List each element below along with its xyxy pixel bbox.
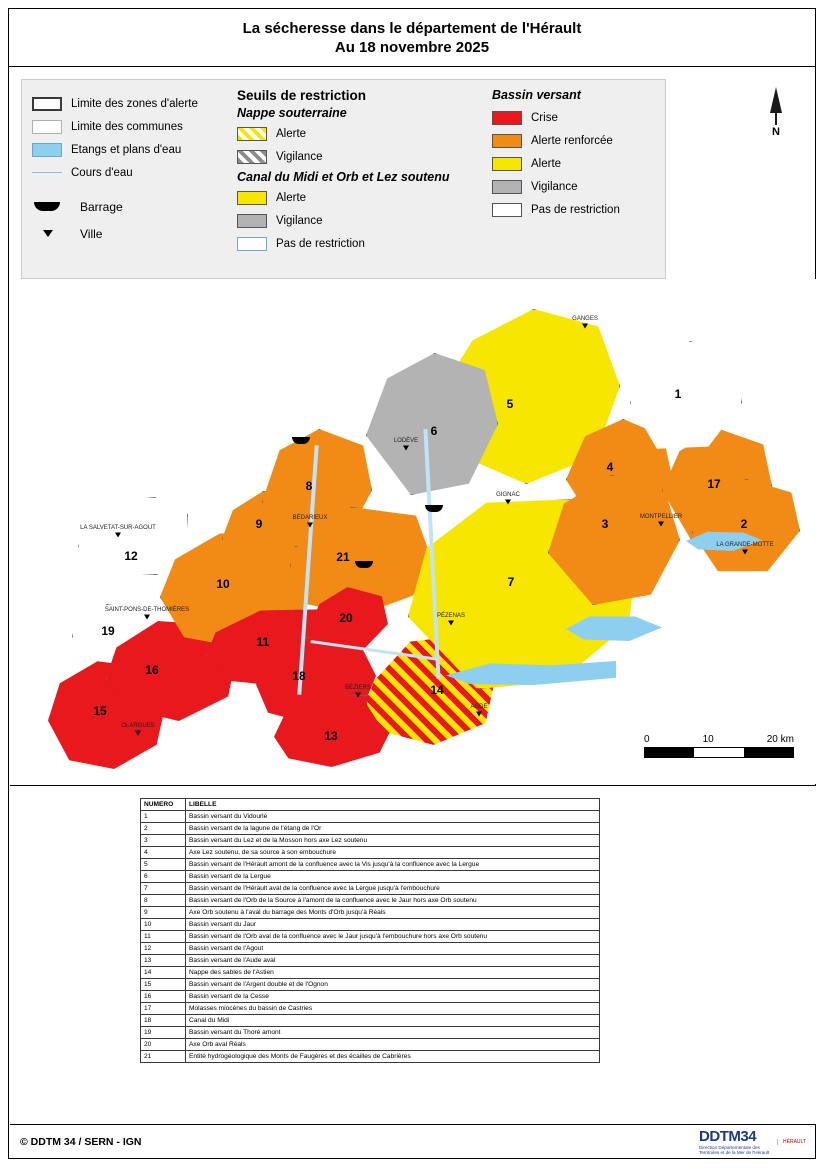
table-cell-libelle: Nappe des sables de l'Astien	[186, 967, 600, 979]
table-row	[141, 907, 600, 919]
city-label-agde: AGDE	[470, 704, 488, 710]
table-cell-libelle: Bassin versant de l'Hérault amont de la confluence avec la Vis jusqu'à la confluence avec la Lergue	[186, 859, 600, 871]
table-row	[141, 931, 600, 943]
table-row	[141, 967, 600, 979]
table-row	[141, 991, 600, 1003]
legend-subheading-canal: Canal du Midi et Orb et Lez soutenu	[237, 170, 450, 184]
legend-item-nappe-alerte	[237, 122, 462, 145]
table-cell-numero: 4	[141, 847, 186, 859]
table-row	[141, 883, 600, 895]
table-cell-libelle: Canal du Midi	[186, 1015, 600, 1027]
legend-column-seuils	[237, 88, 462, 255]
north-arrow-head	[770, 87, 782, 113]
table-row	[141, 895, 600, 907]
table-cell-numero: 7	[141, 883, 186, 895]
table-cell-libelle: Molasses miocènes du bassin de Castries	[186, 1003, 600, 1015]
ddtm-logo-block	[699, 1128, 771, 1155]
city-label-beziers: BÉZIERS	[345, 685, 371, 691]
table-cell-libelle: Bassin versant de l'Aude aval	[186, 955, 600, 967]
table-cell-numero: 2	[141, 823, 186, 835]
zone-label-8: 8	[305, 479, 313, 493]
scale-tick-0: 0	[644, 734, 650, 745]
scale-tick-20: 20 km	[766, 734, 794, 745]
north-arrow-stem	[775, 113, 777, 125]
table-header-numero: NUMERO	[141, 799, 186, 811]
ddtm-logo-text: DDTM34	[699, 1128, 757, 1145]
legend-label: Vigilance	[276, 214, 323, 227]
legend-label: Cours d'eau	[71, 166, 133, 179]
canal-none-swatch-icon	[237, 237, 267, 251]
table-cell-libelle: Axe Lez soutenu, de sa source à son embouchure	[186, 847, 600, 859]
legend-label: Barrage	[80, 200, 123, 214]
north-arrow-icon	[759, 87, 793, 147]
scale-segment-1	[645, 748, 694, 757]
table-row	[141, 847, 600, 859]
pas-restriction-swatch-icon	[492, 203, 522, 217]
scale-tick-10: 10	[702, 734, 714, 745]
table-row	[141, 955, 600, 967]
table-cell-libelle: Bassin versant de la Lergue	[186, 871, 600, 883]
legend-item-ville	[32, 222, 232, 246]
city-dot-pezenas	[448, 621, 454, 626]
table-cell-libelle: Bassin versant de la lagune de l'étang de l'Or	[186, 823, 600, 835]
city-dot-gignac	[505, 500, 511, 505]
legend-item-bassin-alerte	[492, 152, 672, 175]
legend-heading-bassin: Bassin versant	[492, 88, 581, 102]
title-line-1: La sécheresse dans le département de l'Hérault	[242, 19, 582, 37]
legend-label: Alerte renforcée	[531, 134, 613, 147]
legend-item-water-body	[32, 138, 232, 161]
city-dot-saint-pons	[144, 615, 150, 620]
legend-label: Ville	[80, 227, 103, 241]
city-dot-agde	[476, 712, 482, 717]
city-marker-icon	[32, 228, 62, 240]
legend-label: Vigilance	[531, 180, 578, 193]
table-row	[141, 871, 600, 883]
table-cell-libelle: Bassin versant de l'Orb aval de la confluence avec le Jaur jusqu'à l'embouchure hors axe Orb soutenu	[186, 931, 600, 943]
legend-label: Pas de restriction	[531, 203, 620, 216]
legend-item-bassin-crise	[492, 106, 672, 129]
table-cell-libelle: Entité hydrogéologique des Monts de Faugères et des écailles de Cabrières	[186, 1051, 600, 1063]
map-polygons	[10, 279, 816, 784]
legend-item-bassin-alerte-renforcee	[492, 129, 672, 152]
table-cell-numero: 19	[141, 1027, 186, 1039]
zone-label-9: 9	[255, 517, 263, 531]
table-header-libelle: LIBELLE	[186, 799, 600, 811]
table-cell-numero: 8	[141, 895, 186, 907]
table-cell-numero: 18	[141, 1015, 186, 1027]
commune-limit-swatch-icon	[32, 120, 62, 134]
city-label-ganges: GANGES	[572, 316, 598, 322]
legend-subheading-nappe: Nappe souterraine	[237, 106, 347, 120]
legend-item-canal-none	[237, 232, 462, 255]
table-row	[141, 979, 600, 991]
table-cell-libelle: Bassin versant du Lez et de la Mosson hors axe Lez soutenu	[186, 835, 600, 847]
legend-item-canal-vigilance	[237, 209, 462, 232]
scale-bar-segments	[644, 747, 794, 758]
zone-label-15: 15	[93, 704, 107, 718]
table-row	[141, 859, 600, 871]
city-label-pezenas: PÉZENAS	[436, 613, 466, 619]
legend-column-base	[32, 92, 232, 246]
legend-heading-seuils: Seuils de restriction	[237, 88, 367, 103]
table-cell-libelle: Bassin versant de l'Argent double et de l'Ognon	[186, 979, 600, 991]
legend-label: Limite des communes	[71, 120, 183, 133]
legend-item-barrage	[32, 192, 232, 222]
legend-label: Limite des zones d'alerte	[71, 97, 198, 110]
zone-label-6: 6	[430, 424, 438, 438]
alerte-renforcee-swatch-icon	[492, 134, 522, 148]
city-label-saint-pons: SAINT-PONS-DE-THOMIÈRES	[104, 607, 190, 613]
legend-column-bassin	[492, 88, 672, 221]
watercourse-line-icon	[32, 172, 62, 173]
zone-label-18: 18	[292, 669, 306, 683]
city-label-montpellier: MONTPELLIER	[639, 514, 683, 520]
zone-label-14: 14	[430, 683, 444, 697]
table-row	[141, 1039, 600, 1051]
table-cell-numero: 17	[141, 1003, 186, 1015]
zone-label-21: 21	[336, 550, 350, 564]
table-cell-numero: 5	[141, 859, 186, 871]
table-cell-numero: 14	[141, 967, 186, 979]
dam-marker-avene	[425, 505, 443, 512]
footer	[10, 1124, 816, 1158]
city-label-olargues: OLARGUES	[121, 723, 155, 729]
city-dot-beziers	[355, 693, 361, 698]
canal-alerte-swatch-icon	[237, 191, 267, 205]
table-row	[141, 1003, 600, 1015]
zone-limit-swatch-icon	[32, 97, 62, 111]
table-cell-libelle: Bassin versant de la Cesse	[186, 991, 600, 1003]
vigilance-swatch-icon	[492, 180, 522, 194]
zone-label-20: 20	[339, 611, 353, 625]
table-row	[141, 811, 600, 823]
table-cell-libelle: Axe Orb soutenu à l'aval du barrage des Monts d'Orb jusqu'à Réals	[186, 907, 600, 919]
city-dot-lodeve	[403, 446, 409, 451]
table-row	[141, 1027, 600, 1039]
table-cell-numero: 1	[141, 811, 186, 823]
table-cell-numero: 20	[141, 1039, 186, 1051]
table-cell-libelle: Bassin versant du Vidourle	[186, 811, 600, 823]
table-cell-libelle: Axe Orb aval Réals	[186, 1039, 600, 1051]
table-cell-numero: 3	[141, 835, 186, 847]
nappe-vigilance-swatch-icon	[237, 150, 267, 164]
scale-bar-ticks	[644, 734, 794, 745]
table-cell-numero: 16	[141, 991, 186, 1003]
canal-vigilance-swatch-icon	[237, 214, 267, 228]
city-dot-ganges	[582, 324, 588, 329]
city-label-lodeve: LODÈVE	[393, 438, 419, 444]
nappe-alerte-swatch-icon	[237, 127, 267, 141]
table-header-row	[141, 799, 600, 811]
footer-credit: © DDTM 34 / SERN - IGN	[20, 1135, 142, 1148]
north-label: N	[772, 126, 780, 138]
zone-label-2: 2	[740, 517, 748, 531]
city-dot-la-grande-motte	[742, 550, 748, 555]
herault-logo-block	[777, 1139, 806, 1145]
table-row	[141, 1051, 600, 1063]
legend-panel	[21, 79, 666, 279]
footer-logo	[699, 1128, 806, 1155]
zone-label-19: 19	[101, 624, 115, 638]
table-cell-numero: 12	[141, 943, 186, 955]
city-label-gignac: GIGNAC	[496, 492, 520, 498]
legend-label: Vigilance	[276, 150, 323, 163]
zone-label-1: 1	[674, 387, 682, 401]
page-title	[9, 9, 815, 67]
legend-label: Alerte	[276, 127, 307, 140]
table-row	[141, 943, 600, 955]
table-cell-libelle: Bassin versant du Jaur	[186, 919, 600, 931]
table-cell-libelle: Bassin versant du Thoré amont	[186, 1027, 600, 1039]
zone-label-12: 12	[124, 549, 138, 563]
zone-label-3: 3	[601, 517, 609, 531]
alerte-swatch-icon	[492, 157, 522, 171]
table-cell-numero: 13	[141, 955, 186, 967]
zone-lookup-table-panel	[10, 785, 816, 1125]
table-cell-numero: 6	[141, 871, 186, 883]
city-dot-la-salvetat	[115, 533, 121, 538]
zone-lookup-table	[140, 798, 600, 1063]
legend-item-bassin-vigilance	[492, 175, 672, 198]
table-cell-numero: 21	[141, 1051, 186, 1063]
city-label-la-grande-motte: LA GRANDE-MOTTE	[716, 542, 774, 548]
legend-item-bassin-none	[492, 198, 672, 221]
table-cell-numero: 15	[141, 979, 186, 991]
table-row	[141, 919, 600, 931]
table-cell-libelle: Bassin versant de l'Hérault aval de la confluence avec la Lergue jusqu'à l'embouchure	[186, 883, 600, 895]
table-row	[141, 1015, 600, 1027]
zone-label-7: 7	[507, 575, 515, 589]
legend-item-zone-limit	[32, 92, 232, 115]
zone-label-5: 5	[506, 397, 514, 411]
legend-label: Pas de restriction	[276, 237, 365, 250]
table-cell-numero: 9	[141, 907, 186, 919]
legend-label: Crise	[531, 111, 558, 124]
city-label-bedarieux: BÉDARIEUX	[292, 515, 328, 521]
legend-label: Alerte	[276, 191, 307, 204]
legend-item-canal-alerte	[237, 186, 462, 209]
water-body-swatch-icon	[32, 143, 62, 157]
city-label-la-salvetat: LA SALVETAT-SUR-AGOUT	[80, 525, 156, 531]
zone-polygon-12	[78, 497, 188, 575]
table-cell-libelle: Bassin versant de l'Orb de la Source à l'amont de la confluence avec le Jaur hors axe Orb soutenu	[186, 895, 600, 907]
zone-label-16: 16	[145, 663, 159, 677]
table-body	[141, 811, 600, 1063]
legend-label: Etangs et plans d'eau	[71, 143, 182, 156]
dam-icon	[32, 201, 62, 213]
legend-label: Alerte	[531, 157, 562, 170]
map-poster	[8, 8, 816, 1159]
map-canvas[interactable]	[10, 279, 816, 784]
table-cell-libelle: Bassin versant de l'Agout	[186, 943, 600, 955]
legend-item-nappe-vigilance	[237, 145, 462, 168]
table-row	[141, 835, 600, 847]
city-dot-montpellier	[658, 522, 664, 527]
herault-logo-text: HÉRAULT	[783, 1138, 806, 1145]
table-cell-numero: 10	[141, 919, 186, 931]
scale-bar	[644, 734, 794, 758]
legend-item-commune-limit	[32, 115, 232, 138]
scale-segment-2	[694, 748, 743, 757]
table-cell-numero: 11	[141, 931, 186, 943]
crise-swatch-icon	[492, 111, 522, 125]
legend-item-watercourse	[32, 161, 232, 184]
zone-label-10: 10	[216, 577, 230, 591]
zone-label-13: 13	[324, 729, 338, 743]
ddtm-logo-subtitle: Direction Départementale des Territoires et de la Mer de l'Hérault	[699, 1145, 770, 1155]
title-line-2: Au 18 novembre 2025	[334, 38, 490, 56]
city-dot-olargues	[135, 731, 141, 736]
city-dot-bedarieux	[307, 523, 313, 528]
zone-label-4: 4	[606, 460, 614, 474]
table-row	[141, 823, 600, 835]
scale-segment-3	[744, 748, 793, 757]
zone-label-17: 17	[707, 477, 721, 491]
zone-label-11: 11	[256, 635, 270, 649]
